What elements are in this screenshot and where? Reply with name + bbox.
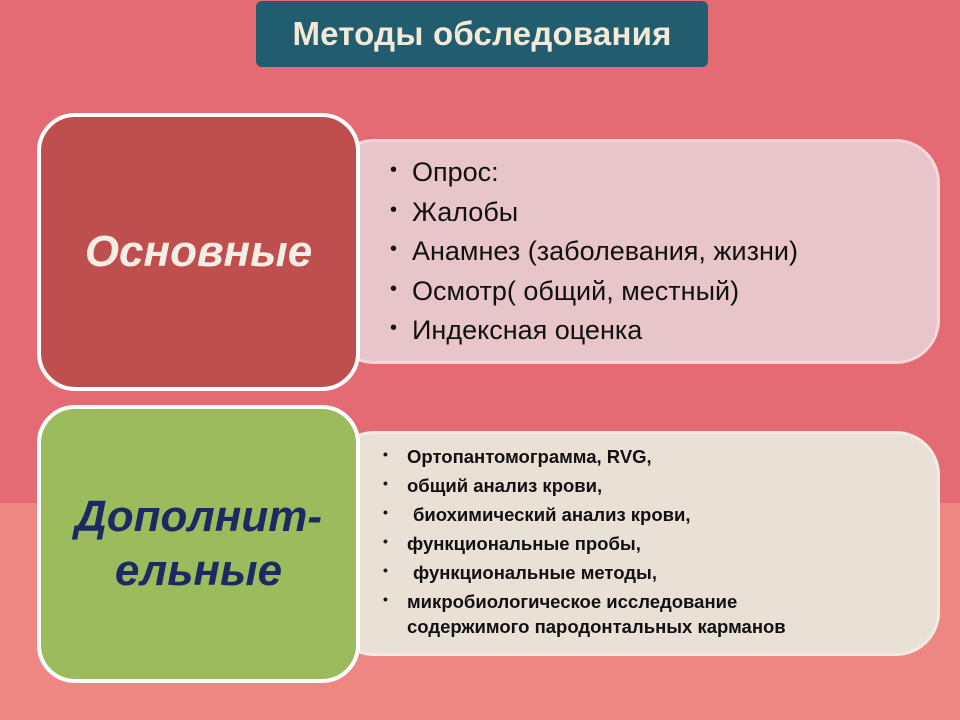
bullet-icon: • bbox=[390, 317, 398, 339]
bullet-icon: • bbox=[390, 277, 398, 300]
additional-methods-heading: Дополнит- ельные bbox=[74, 492, 322, 595]
bullet-icon: • bbox=[383, 562, 388, 578]
main-methods-heading-box bbox=[37, 113, 360, 391]
bullet-icon: • bbox=[383, 446, 388, 462]
list-item: • Опрос: bbox=[390, 153, 930, 193]
list-item: • Осмотр( общий, местный) bbox=[390, 272, 930, 312]
bullet-icon: • bbox=[383, 475, 388, 491]
list-item: • микробиологическое исследование содержимого пародонтальных карманов bbox=[383, 587, 933, 639]
bullet-icon: • bbox=[383, 504, 388, 520]
additional-methods-heading-box bbox=[37, 405, 360, 683]
bullet-icon: • bbox=[390, 159, 398, 181]
bullet-icon: • bbox=[383, 591, 388, 607]
slide-title: Методы обследования bbox=[256, 1, 708, 67]
list-item: • функциональные пробы, bbox=[383, 529, 933, 558]
main-methods-heading: Основные bbox=[84, 227, 313, 276]
list-item: • Жалобы bbox=[390, 193, 930, 233]
list-item: • Анамнез (заболевания, жизни) bbox=[390, 232, 930, 272]
list-item: • функциональные методы, bbox=[383, 558, 933, 587]
list-item: • Ортопантомограмма, RVG, bbox=[383, 442, 933, 471]
list-item: • общий анализ крови, bbox=[383, 471, 933, 500]
main-methods-list bbox=[390, 153, 930, 351]
list-item: • Индексная оценка bbox=[390, 311, 930, 351]
bullet-icon: • bbox=[390, 238, 398, 260]
list-item: • биохимический анализ крови, bbox=[383, 500, 933, 529]
bullet-icon: • bbox=[383, 533, 388, 549]
bullet-icon: • bbox=[390, 198, 398, 221]
additional-methods-list bbox=[383, 442, 933, 639]
